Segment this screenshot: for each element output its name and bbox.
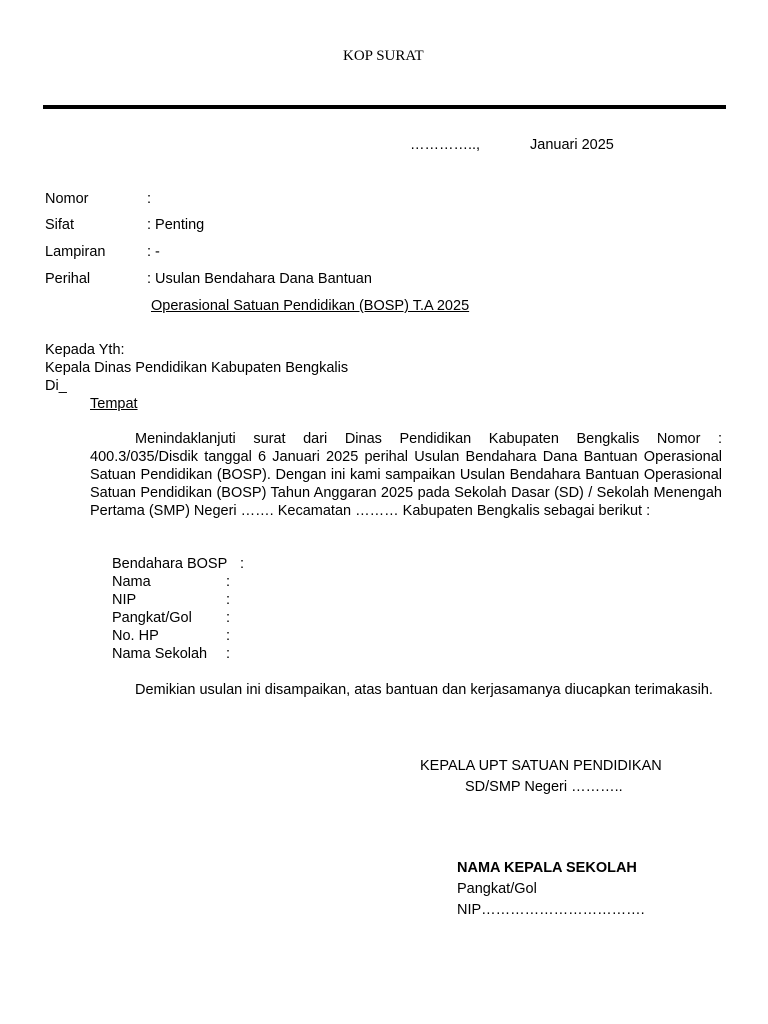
- meta-value-perihal: : Usulan Bendahara Dana Bantuan: [147, 271, 372, 287]
- perihal-continuation: Operasional Satuan Pendidikan (BOSP) T.A 2025: [151, 298, 470, 314]
- date-place: …………..,: [410, 137, 481, 153]
- letterhead-divider: [43, 105, 726, 109]
- field-label-nama: Nama: [112, 574, 151, 590]
- letterhead-title: KOP SURAT: [343, 48, 424, 64]
- body-paragraph-1: [90, 430, 722, 520]
- field-colon-nip: :: [226, 592, 231, 608]
- field-label-sekolah: Nama Sekolah: [112, 646, 208, 662]
- recipient-place: Tempat: [90, 396, 138, 412]
- recipient-salutation: Kepada Yth:: [45, 342, 125, 358]
- signature-title-1: KEPALA UPT SATUAN PENDIDIKAN: [420, 758, 662, 774]
- field-colon-pangkat: :: [226, 610, 231, 626]
- meta-label-nomor: Nomor: [45, 191, 89, 207]
- signature-title-2: SD/SMP Negeri ………..: [465, 779, 623, 795]
- signature-nip: NIP…………………………….: [457, 902, 645, 918]
- meta-value-sifat: : Penting: [147, 217, 205, 233]
- field-colon-nama: :: [226, 574, 231, 590]
- date-month-year: Januari 2025: [530, 137, 614, 153]
- field-label-nohp: No. HP: [112, 628, 159, 644]
- meta-value-lampiran: : -: [147, 244, 160, 260]
- signature-rank: Pangkat/Gol: [457, 881, 537, 897]
- meta-label-lampiran: Lampiran: [45, 244, 106, 260]
- meta-label-sifat: Sifat: [45, 217, 75, 233]
- field-colon-nohp: :: [226, 628, 231, 644]
- signature-name: NAMA KEPALA SEKOLAH: [457, 860, 637, 876]
- field-label-nip: NIP: [112, 592, 137, 608]
- meta-label-perihal: Perihal: [45, 271, 91, 287]
- meta-value-nomor: :: [147, 191, 152, 207]
- field-label-pangkat: Pangkat/Gol: [112, 610, 192, 626]
- body-paragraph-2: [90, 681, 722, 699]
- recipient-name: Kepala Dinas Pendidikan Kabupaten Bengkalis: [45, 360, 349, 376]
- field-colon-sekolah: :: [226, 646, 231, 662]
- field-colon-bendahara: :: [240, 556, 245, 572]
- body-paragraph-1-text: Menindaklanjuti surat dari Dinas Pendidikan Kabupaten Bengkalis Nomor : 400.3/035/Disdik tanggal 6 Januari 2025 perihal Usulan Bendahara Dana Bantuan Operasional Satuan Pendidikan (BOSP). Dengan ini kami sampaikan Usulan Bendahara Bantuan Operasional Satuan Pendidikan (BOSP) Tahun Anggaran 2025 pada Sekolah Dasar (SD) / Sekolah Menengah Pertama (SMP) Negeri ……. Kecamatan ……… Kabupaten Bengkalis sebagai berikut :: [90, 431, 722, 519]
- recipient-di: Di_: [45, 378, 67, 394]
- field-label-bendahara: Bendahara BOSP: [112, 556, 228, 572]
- body-paragraph-2-text: Demikian usulan ini disampaikan, atas bantuan dan kerjasamanya diucapkan terimakasih.: [135, 682, 713, 698]
